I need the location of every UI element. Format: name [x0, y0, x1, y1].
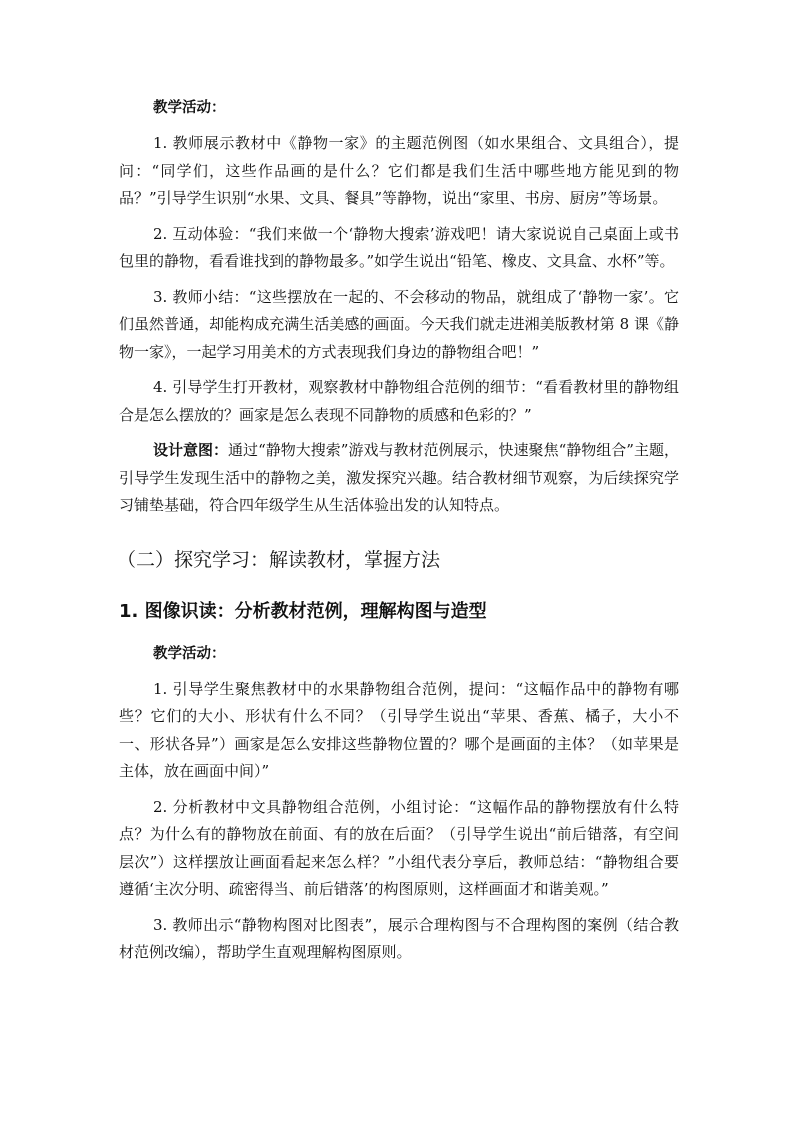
page-content	[119, 96, 679, 975]
design-intent-paragraph	[119, 437, 679, 520]
analysis-paragraph-3: 3. 教师出示“静物构图对比图表”，展示合理构图与不合理构图的案例（结合教材范例改编），帮助学生直观理解构图原则。	[119, 915, 679, 961]
activity-paragraph-2: 2. 互动体验：“我们来做一个‘静物大搜索’游戏吧！请大家说说自己桌面上或书包里的静物，看看谁找到的静物最多。”如学生说出“铅笔、橡皮、文具盒、水杯”等。	[119, 224, 679, 270]
section-heading: （二）探究学习：解读教材，掌握方法	[117, 548, 441, 571]
activity-label: 教学活动：	[153, 99, 226, 116]
subsection-heading: 1. 图像识读：分析教材范例，理解构图与造型	[119, 600, 487, 622]
activity-paragraph-1: 1. 教师展示教材中《静物一家》的主题范例图（如水果组合、文具组合），提问：“同学们，这些作品画的是什么？它们都是我们生活中哪些地方能见到的物品？”引导学生识别“水果、文具、餐具”等静物，说出“家里、书房、厨房”等场景。	[119, 134, 679, 207]
design-intent-label: 设计意图：	[153, 441, 229, 459]
analysis-paragraph-2: 2. 分析教材中文具静物组合范例，小组讨论：“这幅作品的静物摆放有什么特点？为什么有的静物放在前面、有的放在后面？（引导学生说出“前后错落，有空间层次”）这样摆放让画面看起来怎么样？”小组代表分享后，教师总结：“静物组合要遵循‘主次分明、疏密得当、前后错落’的构图原则，这样画面才和谐美观。”	[119, 797, 679, 898]
analysis-paragraph-1: 1. 引导学生聚焦教材中的水果静物组合范例，提问：“这幅作品中的静物有哪些？它们的大小、形状有什么不同？（引导学生说出“苹果、香蕉、橘子，大小不一、形状各异”）画家是怎么安排这些静物位置的？哪个是画面的主体？（如苹果是主体，放在画面中间）”	[119, 679, 679, 780]
activity-paragraph-4: 4. 引导学生打开教材，观察教材中静物组合范例的细节：“看看教材里的静物组合是怎么摆放的？画家是怎么表现不同静物的质感和色彩的？”	[119, 378, 679, 424]
activity-label-2: 教学活动：	[153, 644, 226, 662]
activity-paragraph-3: 3. 教师小结：“这些摆放在一起的、不会移动的物品，就组成了‘静物一家’。它们虽然普通，却能构成充满生活美感的画面。今天我们就走进湘美版教材第 8 课《静物一家》，一起学习用美术的方式表现我们身边的静物组合吧！”	[119, 287, 679, 361]
design-intent-text: 通过“静物大搜索”游戏与教材范例展示，快速聚焦“静物组合”主题，引导学生发现生活中的静物之美，激发探究兴趣。结合教材细节观察，为后续探究学习铺垫基础，符合四年级学生从生活体验出发的认知特点。	[119, 441, 679, 514]
